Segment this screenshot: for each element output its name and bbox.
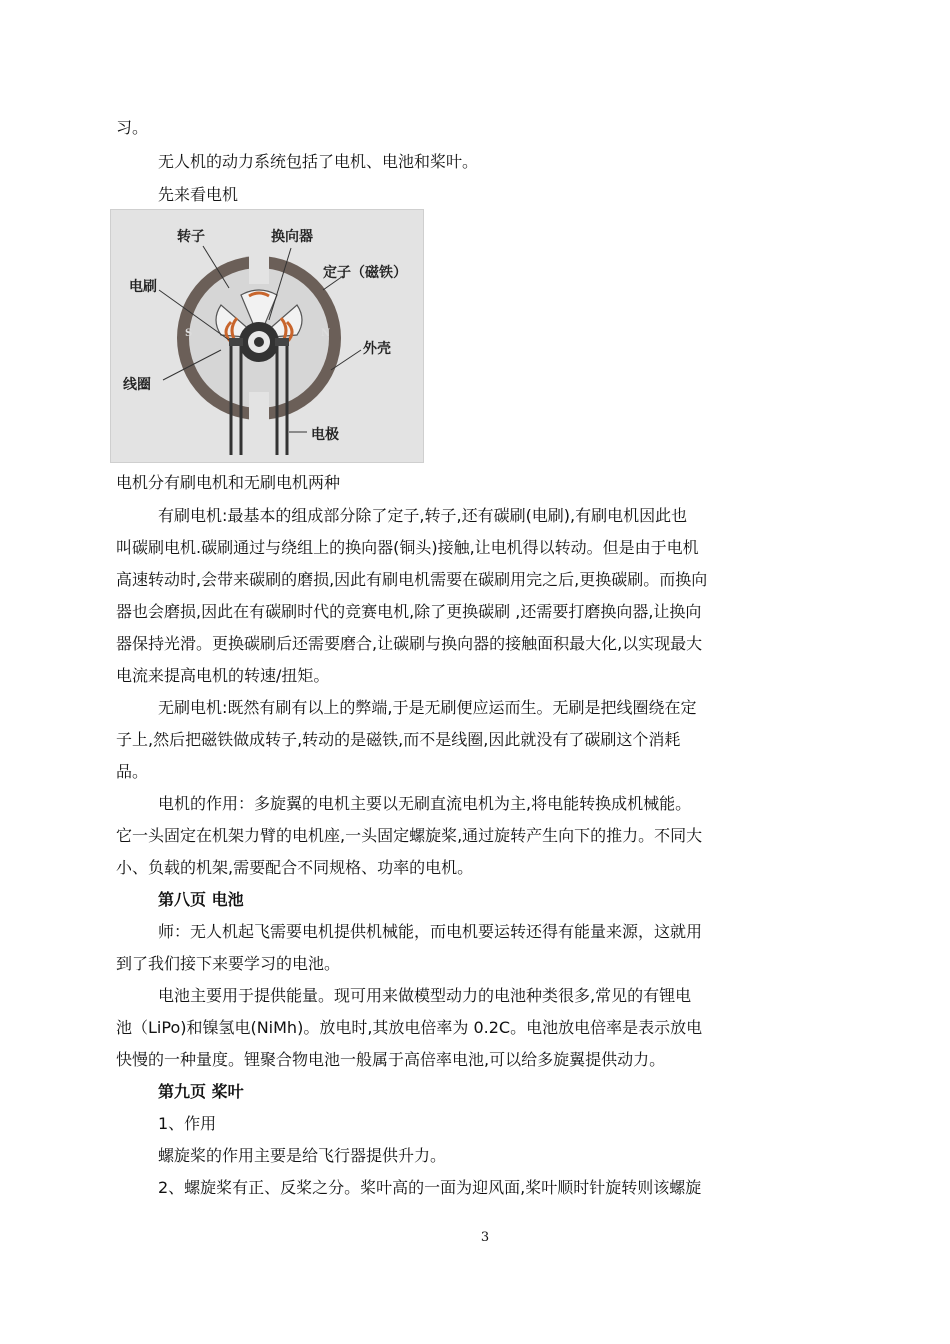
- label-north-pole: N: [321, 328, 331, 339]
- text-line: 先来看电机: [158, 185, 239, 204]
- figure-caption: 电机分有刷电机和无刷电机两种: [116, 473, 341, 492]
- text-line: 小、负载的机架,需要配合不同规格、功率的电机。: [116, 858, 474, 877]
- section-heading: 第九页 桨叶: [158, 1082, 244, 1101]
- motor-illustration: [111, 210, 425, 464]
- text-line: 电机的作用：多旋翼的电机主要以无刷直流电机为主,将电能转换成机械能。: [158, 794, 692, 813]
- label-stator: 定子（磁铁）: [323, 265, 407, 281]
- text-line: 2、螺旋桨有正、反桨之分。桨叶高的一面为迎风面,桨叶顺时针旋转则该螺旋: [158, 1178, 702, 1197]
- text-line: 品。: [116, 762, 149, 781]
- brushed-motor-diagram: [110, 209, 424, 463]
- text-line: 师：无人机起飞需要电机提供机械能，而电机要运转还得有能量来源，这就用: [158, 922, 703, 941]
- label-rotor: 转子: [177, 229, 205, 245]
- label-shell: 外壳: [363, 341, 391, 357]
- text-line: 电池主要用于提供能量。现可用来做模型动力的电池种类很多,常见的有锂电: [158, 986, 692, 1005]
- page-number: 3: [480, 1230, 490, 1245]
- text-line: 叫碳刷电机.碳刷通过与绕组上的换向器(铜头)接触,让电机得以转动。但是由于电机: [116, 538, 699, 557]
- text-line: 器保持光滑。更换碳刷后还需要磨合,让碳刷与换向器的接触面积最大化,以实现最大: [116, 634, 703, 653]
- text-line: 它一头固定在机架力臂的电机座,一头固定螺旋桨,通过旋转产生向下的推力。不同大: [116, 826, 703, 845]
- text-line: 高速转动时,会带来碳刷的磨损,因此有刷电机需要在碳刷用完之后,更换碳刷。而换向: [116, 570, 708, 589]
- text-line: 螺旋桨的作用主要是给飞行器提供升力。: [158, 1146, 447, 1165]
- text-line: 到了我们接下来要学习的电池。: [116, 954, 341, 973]
- text-line: 1、作用: [158, 1114, 217, 1133]
- label-electrode: 电极: [311, 427, 339, 443]
- text-line: 快慢的一种量度。锂聚合物电池一般属于高倍率电池,可以给多旋翼提供动力。: [116, 1050, 666, 1069]
- text-line: 池（LiPo)和镍氢电(NiMh)。放电时,其放电倍率为 0.2C。电池放电倍率是表示放电: [116, 1018, 703, 1037]
- label-south-pole: S: [185, 328, 193, 339]
- text-line: 有刷电机:最基本的组成部分除了定子,转子,还有碳刷(电刷),有刷电机因此也: [158, 506, 688, 525]
- text-line: 习。: [116, 118, 149, 137]
- text-line: 电流来提高电机的转速/扭矩。: [116, 666, 330, 685]
- text-line: 无人机的动力系统包括了电机、电池和桨叶。: [158, 152, 479, 171]
- label-coil: 线圈: [123, 377, 151, 393]
- label-commutator: 换向器: [271, 229, 313, 245]
- text-line: 子上,然后把磁铁做成转子,转动的是磁铁,而不是线圈,因此就没有了碳刷这个消耗: [116, 730, 681, 749]
- text-line: 无刷电机:既然有刷有以上的弊端,于是无刷便应运而生。无刷是把线圈绕在定: [158, 698, 697, 717]
- section-heading: 第八页 电池: [158, 890, 244, 909]
- text-line: 器也会磨损,因此在有碳刷时代的竞赛电机,除了更换碳刷 ,还需要打磨换向器,让换向: [116, 602, 702, 621]
- label-brush: 电刷: [129, 279, 157, 295]
